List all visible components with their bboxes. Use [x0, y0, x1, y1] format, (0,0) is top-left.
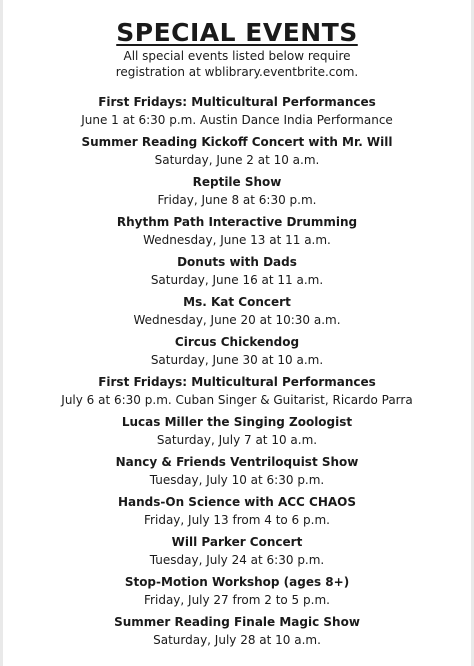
event-date: Wednesday, June 20 at 10:30 a.m.: [133, 313, 341, 327]
event-date: Saturday, July 28 at 10 a.m.: [153, 633, 321, 647]
event-name: Nancy & Friends Ventriloquist Show: [115, 455, 359, 469]
event-date: June 1 at 6:30 p.m. Austin Dance India Performance: [81, 113, 393, 127]
event-name: Reptile Show: [192, 175, 282, 189]
event-date: Wednesday, June 13 at 11 a.m.: [143, 233, 331, 247]
event-name: Summer Reading Finale Magic Show: [114, 615, 360, 629]
event-name: Donuts with Dads: [177, 255, 297, 269]
event-date: July 6 at 6:30 p.m. Cuban Singer & Guitarist, Ricardo Parra: [61, 393, 413, 407]
event-date: Saturday, July 7 at 10 a.m.: [156, 433, 318, 447]
event-name: Ms. Kat Concert: [183, 295, 291, 309]
event-name: Rhythm Path Interactive Drumming: [116, 215, 358, 229]
event-name: Lucas Miller the Singing Zoologist: [121, 415, 353, 429]
event-name: Hands-On Science with ACC CHAOS: [117, 495, 356, 509]
event-name: Will Parker Concert: [171, 535, 303, 549]
event-list: [3, 94, 471, 654]
event-item: [3, 174, 471, 214]
registration-note-line-2: registration at wblibrary.eventbrite.com.: [115, 65, 359, 79]
event-date: Saturday, June 16 at 11 a.m.: [150, 273, 324, 287]
event-item: [3, 94, 471, 134]
event-name: Summer Reading Kickoff Concert with Mr. Will: [81, 135, 393, 149]
event-date: Tuesday, July 24 at 6:30 p.m.: [149, 553, 325, 567]
event-date: Friday, July 27 from 2 to 5 p.m.: [144, 593, 330, 607]
event-item: [3, 214, 471, 254]
event-item: [3, 254, 471, 294]
event-item: [3, 614, 471, 654]
event-item: [3, 374, 471, 414]
event-item: [3, 574, 471, 614]
event-date: Saturday, June 30 at 10 a.m.: [150, 353, 324, 367]
event-name: Circus Chickendog: [174, 335, 300, 349]
event-name: First Fridays: Multicultural Performances: [98, 375, 376, 389]
registration-note-line-1: All special events listed below require: [123, 49, 351, 63]
event-name: Stop-Motion Workshop (ages 8+): [124, 575, 350, 589]
event-item: [3, 134, 471, 174]
event-item: [3, 334, 471, 374]
event-date: Saturday, June 2 at 10 a.m.: [154, 153, 320, 167]
registration-note: [3, 48, 471, 80]
event-item: [3, 414, 471, 454]
event-name: First Fridays: Multicultural Performances: [98, 95, 376, 109]
event-item: [3, 294, 471, 334]
event-item: [3, 454, 471, 494]
event-date: Tuesday, July 10 at 6:30 p.m.: [149, 473, 325, 487]
event-date: Friday, June 8 at 6:30 p.m.: [157, 193, 317, 207]
event-item: [3, 494, 471, 534]
event-date: Friday, July 13 from 4 to 6 p.m.: [144, 513, 330, 527]
page-title: SPECIAL EVENTS: [116, 18, 358, 47]
event-item: [3, 534, 471, 574]
